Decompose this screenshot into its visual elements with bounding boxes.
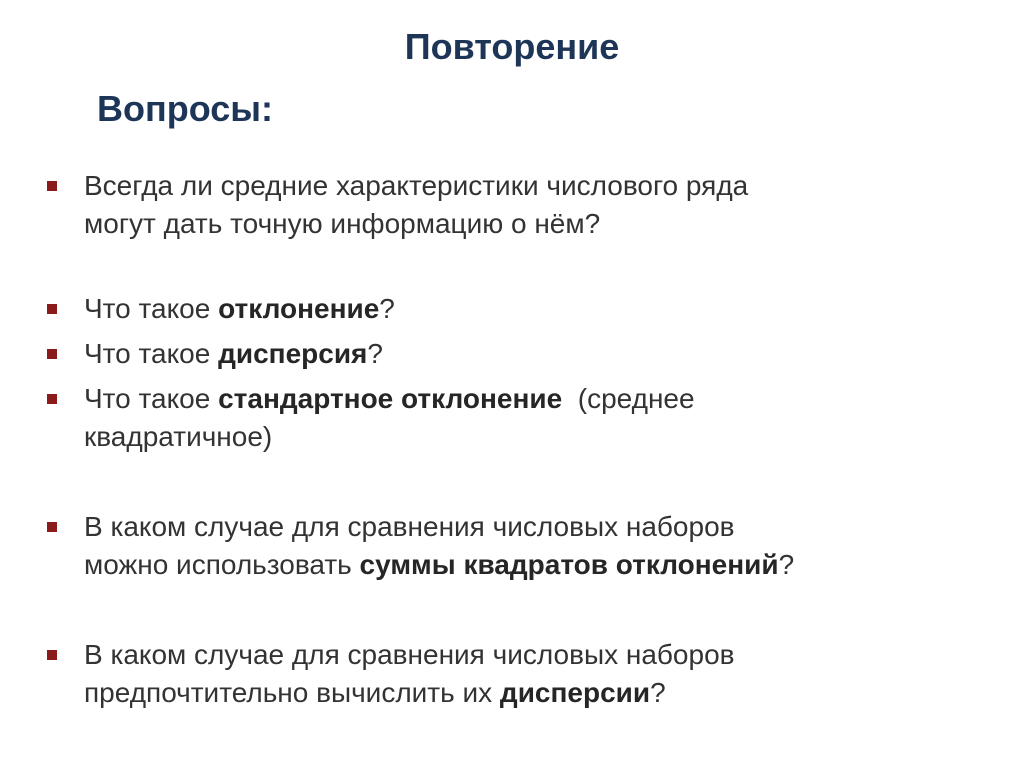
text-segment: Всегда ли средние характеристики числового ряда [84, 170, 749, 201]
bullet-square-icon [47, 522, 57, 532]
text-segment: В каком случае для сравнения числовых наборов [84, 639, 735, 670]
text-segment: ? [379, 293, 395, 324]
text-segment: квадратичное) [84, 421, 273, 452]
question-text [84, 636, 984, 712]
bold-term: дисперсии [499, 677, 651, 708]
text-segment: (среднее [562, 383, 695, 414]
slide-subtitle: Вопросы: [97, 88, 273, 129]
bold-term: стандартное отклонение [218, 383, 563, 414]
bold-term: отклонение [218, 293, 380, 324]
text-segment: Что такое [84, 293, 219, 324]
bullet-square-icon [47, 394, 57, 404]
question-text [84, 380, 984, 456]
bold-term: дисперсия [218, 338, 368, 369]
text-segment: ? [650, 677, 666, 708]
text-segment: могут дать точную информацию о нём? [84, 208, 601, 239]
question-text [84, 290, 984, 328]
bullet-square-icon [47, 650, 57, 660]
text-segment: Что такое [84, 338, 219, 369]
text-segment: ? [367, 338, 383, 369]
text-segment: предпочтительно вычислить их [84, 677, 500, 708]
bullet-square-icon [47, 304, 57, 314]
text-segment: Что такое [84, 383, 219, 414]
bullet-square-icon [47, 181, 57, 191]
question-text [84, 335, 984, 373]
question-text [84, 508, 984, 584]
slide-title: Повторение [404, 26, 620, 67]
text-segment: В каком случае для сравнения числовых наборов [84, 511, 735, 542]
question-text [84, 167, 984, 243]
text-segment: ? [778, 549, 795, 580]
text-segment: можно использовать [84, 549, 360, 580]
bold-term: суммы квадратов отклонений [359, 549, 779, 580]
bullet-square-icon [47, 349, 57, 359]
